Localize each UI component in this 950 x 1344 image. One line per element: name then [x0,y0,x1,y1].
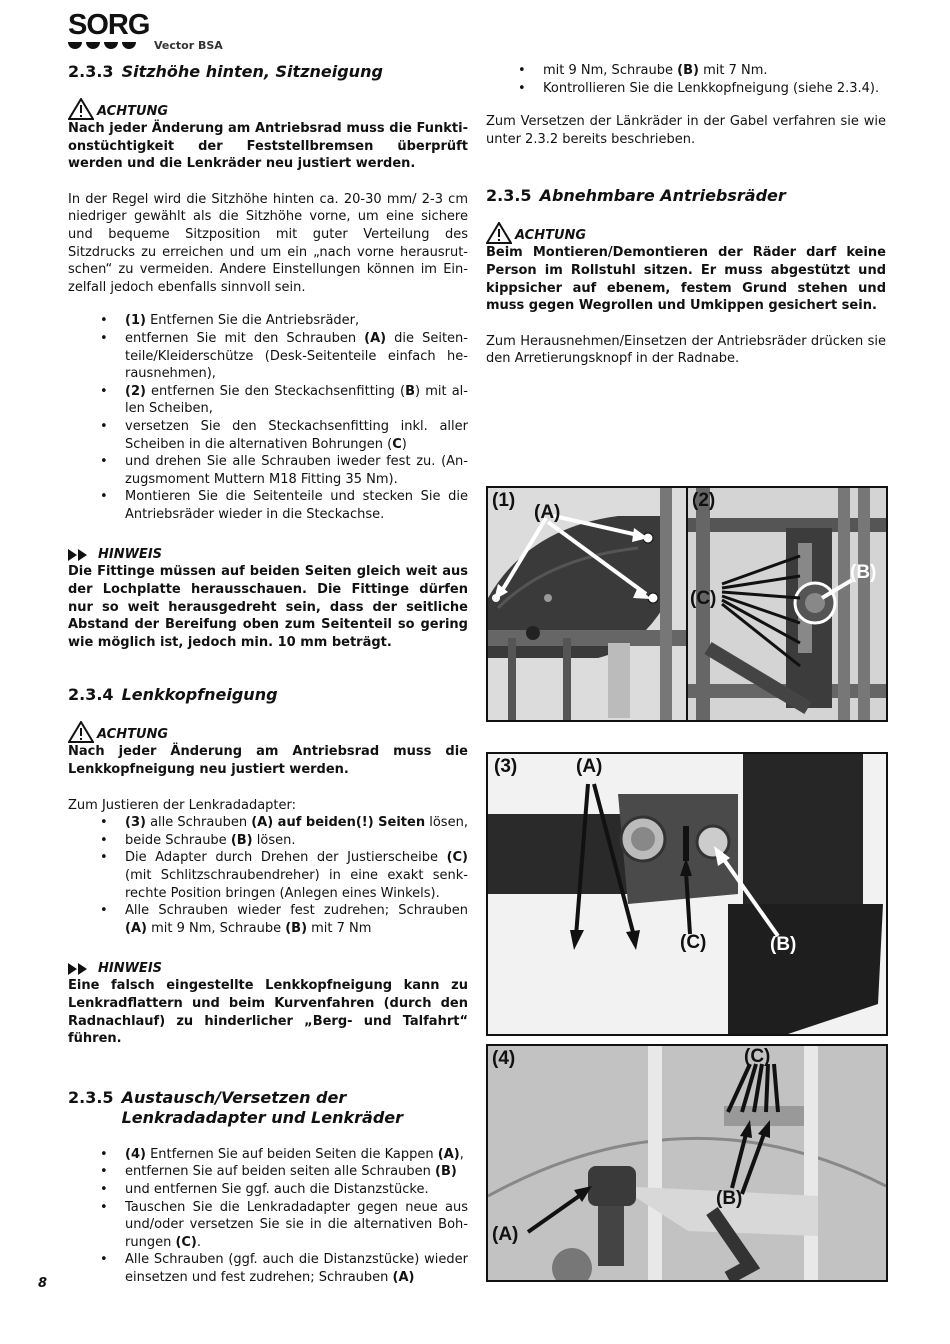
list-item: • Kontrollieren Sie die Lenkkopfneigung (siehe 2.3.4). [543,80,886,98]
list-item: • Alle Schrauben wieder fest zudrehen; Schrauben (A) mit 9 Nm, Schraube (B) mit 7 Nm [125,902,468,937]
figure-number: (3) [494,756,518,777]
brand-logo-text: SORG [68,9,150,41]
warning-text: Nach jeder Änderung am Antriebsrad muss die Lenkkopfneigung neu justiert werden. [68,744,468,778]
figure-4-photo [486,1044,888,1282]
paragraph: Zum Herausnehmen/Einsetzen der Antriebsräder drücken sie den Arretierungsknopf in der Radnabe. [486,333,886,367]
list-item: • entfernen Sie mit den Schrauben (A) die Seitenteile/Kleiderschütze (Desk-Seitenteile einfach herausnehmen), [125,330,468,383]
callout-label: (B) [850,562,877,583]
steps-list [68,312,468,523]
paragraph: Zum Justieren der Lenkradadapter: [68,797,297,813]
list-item: • beide Schraube (B) lösen. [125,832,468,850]
double-arrow-icon [68,549,90,561]
warning-text: Beim Montieren/Demontieren der Räder darf keine Person im Rollstuhl sitzen. Er muss abgestützt und kippsicher auf ebenem, festem Grund stehen und muss gegen Wegrollen und Umkippen gesichert sein. [486,245,886,314]
list-item: • mit 9 Nm, Schraube (B) mit 7 Nm. [543,62,886,80]
warning-icon [68,98,94,120]
list-item: • Die Adapter durch Drehen der Justierscheibe (C) (mit Schlitzschraubendreher) in eine exakt senkrechte Position bringen (Anlegen eines Winkels). [125,849,468,902]
callout-label: (A) [492,1224,519,1245]
list-item: • entfernen Sie auf beiden seiten alle Schrauben (B) [125,1163,468,1181]
figure-number: (2) [692,490,716,511]
page-number: 8 [38,1276,48,1291]
steps-list-continued [486,62,886,97]
warning-label: ACHTUNG [486,222,886,244]
callout-label: (A) [534,502,561,523]
list-item: • (3) alle Schrauben (A) auf beiden(!) Seiten lösen, [125,814,468,832]
brand-logo [68,10,148,52]
callout-label: (B) [716,1188,743,1209]
right-column [486,62,886,368]
list-item: • (2) entfernen Sie den Steckachsenfitting (B) mit allen Scheiben, [125,383,468,418]
paragraph: In der Regel wird die Sitzhöhe hinten ca. 20-30 mm/ 2-3 cm niedriger gewählt als die Sitzhöhe vorne, um eine sichere und bequeme Sitzposition mit guter Verteilung des Sitzdrucks zu erreichen und um ein „nach vorne herausrutschen“ zu vermeiden. Andere Einstellungen können im Einzelfall jedoch ebenfalls sinnvoll sein. [68,191,468,295]
callout-label: (C) [690,588,717,609]
paragraph: Zum Versetzen der Länkräder in der Gabel verfahren sie wie unter 2.3.2 bereits beschrieben. [486,114,886,147]
header-subtitle: Vector BSA [154,39,223,52]
callout-label: (A) [576,756,603,777]
section-2-3-4-heading: 2.3.4 Lenkkopfneigung [68,685,278,705]
list-item: • (4) Entfernen Sie auf beiden Seiten die Kappen (A), [125,1146,468,1164]
figure-3-drawing [488,754,886,1034]
figure-number: (1) [492,490,516,511]
list-item: • Tauschen Sie die Lenkradadapter gegen neue aus und/oder versetzen Sie sie in die alternativen Bohrungen (C). [125,1199,468,1252]
list-item: • Alle Schrauben (ggf. auch die Distanzstücke) wieder einsetzen und fest zudrehen; Schrauben (A) [125,1251,468,1286]
figure-number: (4) [492,1048,516,1069]
brand-logo-dots [68,42,148,49]
list-item: • und drehen Sie alle Schrauben iweder fest zu. (Anzugsmoment Muttern M18 Fitting 35 Nm). [125,453,468,488]
list-item: • Montieren Sie die Seitenteile und stecken Sie die Antriebsräder wieder in die Steckachse. [125,488,468,523]
figure-2-drawing [688,488,886,720]
hint-label: HINWEIS [68,547,468,563]
left-column [68,62,468,1287]
section-2-3-5-heading: 2.3.5 Abnehmbare Antriebsräder [486,186,786,206]
double-arrow-icon [68,963,90,975]
warning-label: ACHTUNG [68,98,468,120]
steps-list [68,814,468,937]
list-item: • (1) Entfernen Sie die Antriebsräder, [125,312,468,330]
list-item: • versetzen Sie den Steckachsenfitting inkl. aller Scheiben in die alternativen Bohrungen (C) [125,418,468,453]
section-2-3-3-heading: 2.3.3 Sitzhöhe hinten, Sitzneigung [68,62,383,81]
figure-2-photo [686,486,888,722]
figure-1-drawing [488,488,686,720]
list-item: • und entfernen Sie ggf. auch die Distanzstücke. [125,1181,468,1199]
section-2-3-5-heading: 2.3.5 Austausch/Versetzen der Lenkradadapter und Lenkräder [68,1087,404,1127]
steps-list [68,1146,468,1287]
warning-icon [486,222,512,244]
callout-label: (C) [680,932,707,953]
warning-label: ACHTUNG [68,721,468,743]
warning-icon [68,721,94,743]
figure-4-drawing [488,1046,886,1280]
callout-label: (C) [744,1046,771,1067]
callout-label: (B) [770,934,797,955]
warning-text: Nach jeder Änderung am Antriebsrad muss die Funktionstüchtigkeit der Feststellbremsen überprüft werden und die Lenkräder neu justiert werden. [68,121,468,172]
figure-3-photo [486,752,888,1036]
hint-label: HINWEIS [68,961,468,977]
hint-text: Eine falsch eingestellte Lenkkopfneigung kann zu Lenkradflattern und beim Kurvenfahren (durch den Radnachlauf) zu hinderlicher „Berg- und Talfahrt“ führen. [68,978,468,1047]
hint-text: Die Fittinge müssen auf beiden Seiten gleich weit aus der Lochplatte herausschauen. Die Fittinge dürfen nur so weit herausgedreht sein, dass der seitliche Abstand der Bereifung oben zum Seitenteil so gering wie möglich ist, jedoch min. 10 mm beträgt. [68,564,468,650]
figure-1-photo [486,486,688,722]
